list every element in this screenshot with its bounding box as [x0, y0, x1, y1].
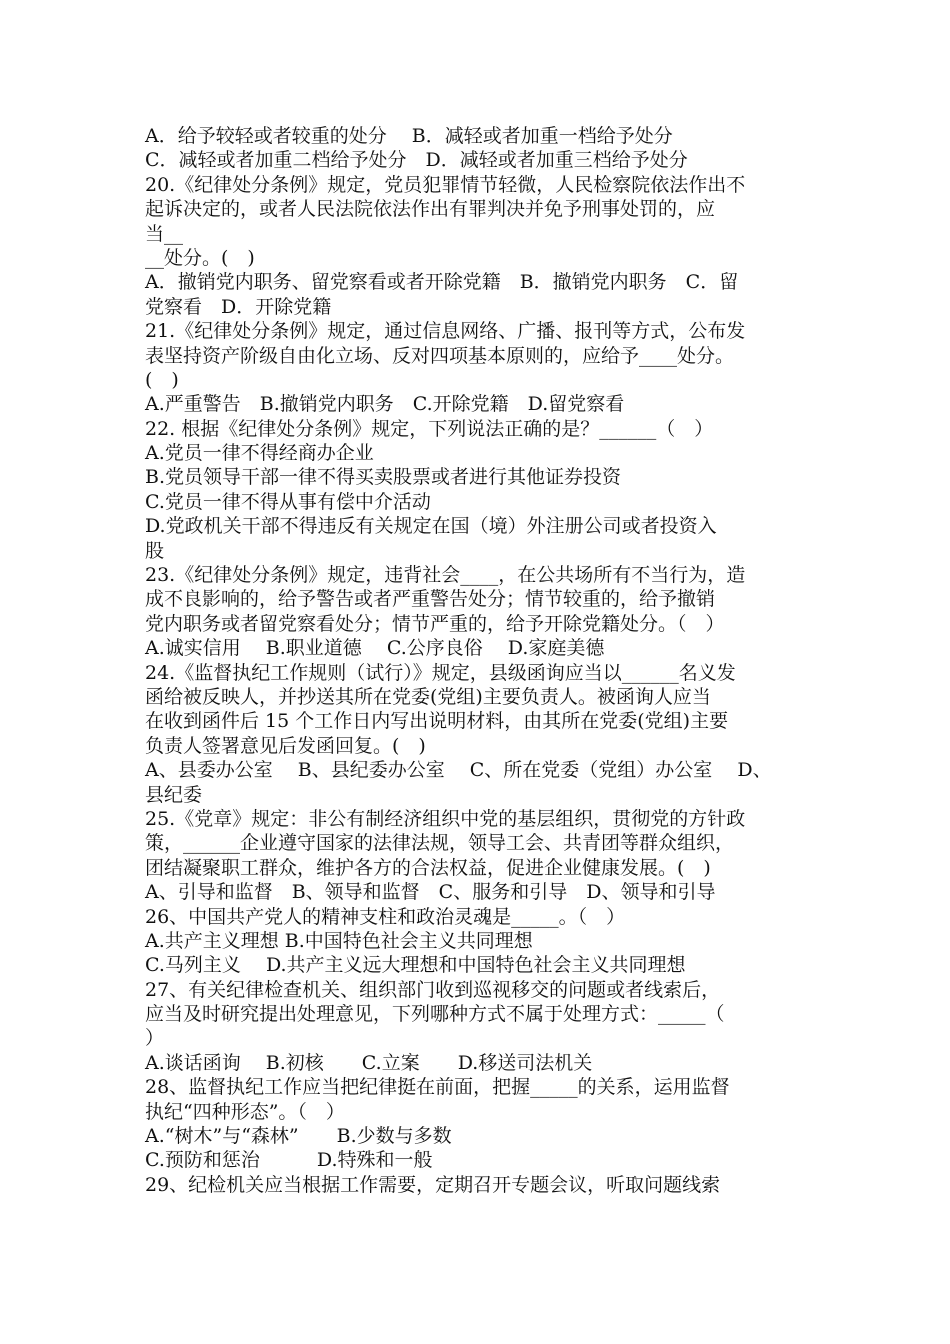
text-line: A、引导和监督 B、领导和监督 C、服务和引导 D、领导和引导	[145, 881, 716, 904]
text-line: __处分。( )	[145, 246, 255, 269]
text-line: 25.《党章》规定：非公有制经济组织中党的基层组织，贯彻党的方针政	[145, 807, 746, 830]
text-line: 表坚持资产阶级自由化立场、反对四项基本原则的，应给予____处分。	[145, 344, 735, 367]
text-line: A、县委办公室 B、县纪委办公室 C、所在党委（党组）办公室 D、	[145, 759, 772, 782]
text-line: C.党员一律不得从事有偿中介活动	[145, 490, 431, 513]
text-line: 起诉决定的，或者人民法院依法作出有罪判决并免予刑事处罚的，应	[145, 198, 716, 221]
text-line: 22. 根据《纪律处分条例》规定，下列说法正确的是？______（ ）	[145, 417, 714, 440]
document-page	[145, 124, 830, 1197]
text-line: 当__	[145, 222, 184, 245]
text-line: A.共产主义理想 B.中国特色社会主义共同理想	[145, 929, 533, 952]
text-line: A.“树木”与“森林” B.少数与多数	[145, 1125, 452, 1148]
text-line: 23.《纪律处分条例》规定，违背社会____，在公共场所有不当行为，造	[145, 564, 746, 587]
text-line: 24.《监督执纪工作规则（试行）》规定，县级函询应当以______名义发	[145, 661, 736, 684]
text-line: ）	[145, 1027, 165, 1050]
text-line: 县纪委	[145, 783, 203, 806]
text-line: C.马列主义 D.共产主义远大理想和中国特色社会主义共同理想	[145, 954, 686, 977]
text-line: 函给被反映人，并抄送其所在党委(党组)主要负责人。被函询人应当	[145, 685, 711, 708]
text-line: 股	[145, 539, 165, 562]
text-line: A.诚实信用 B.职业道德 C.公序良俗 D.家庭美德	[145, 637, 605, 660]
text-line: A.党员一律不得经商办企业	[145, 442, 374, 465]
text-line: C．减轻或者加重二档给予处分 D．减轻或者加重三档给予处分	[145, 149, 688, 172]
text-line: 28、监督执纪工作应当把纪律挺在前面，把握_____的关系，运用监督	[145, 1076, 730, 1099]
text-line: 党察看 D．开除党籍	[145, 295, 332, 318]
text-line: 策，______企业遵守国家的法律法规，领导工会、共青团等群众组织，	[145, 832, 735, 855]
text-line: 应当及时研究提出处理意见，下列哪种方式不属于处理方式：_____（	[145, 1003, 725, 1026]
text-line: A.严重警告 B.撤销党内职务 C.开除党籍 D.留党察看	[145, 393, 625, 416]
text-line: B.党员领导干部一律不得买卖股票或者进行其他证券投资	[145, 466, 622, 489]
text-line: A．撤销党内职务、留党察看或者开除党籍 B．撤销党内职务 C．留	[145, 271, 739, 294]
text-line: 20.《纪律处分条例》规定，党员犯罪情节轻微，人民检察院依法作出不	[145, 173, 746, 196]
text-line: A．给予较轻或者较重的处分 B．减轻或者加重一档给予处分	[145, 125, 673, 147]
text-line: 27、有关纪律检查机关、组织部门收到巡视移交的问题或者线索后，	[145, 978, 721, 1001]
text-line: 党内职务或者留党察看处分；情节严重的，给予开除党籍处分。（ ）	[145, 612, 725, 635]
text-line: 执纪“四种形态”。（ ）	[145, 1100, 345, 1123]
text-line: 成不良影响的，给予警告或者严重警告处分；情节较重的，给予撤销	[145, 588, 716, 611]
text-line: C.预防和惩治 D.特殊和一般	[145, 1149, 433, 1172]
text-line: A.谈话函询 B.初核 C.立案 D.移送司法机关	[145, 1051, 593, 1074]
text-line: 21.《纪律处分条例》规定，通过信息网络、广播、报刊等方式，公布发	[145, 320, 746, 343]
text-line: 负责人签署意见后发函回复。( )	[145, 734, 426, 757]
text-line: 29、纪检机关应当根据工作需要，定期召开专题会议，听取问题线索	[145, 1173, 721, 1196]
text-line: D.党政机关干部不得违反有关规定在国（境）外注册公司或者投资入	[145, 515, 717, 538]
text-line: 团结凝聚职工群众，维护各方的合法权益，促进企业健康发展。( )	[145, 856, 711, 879]
text-line: 在收到函件后 15 个工作日内写出说明材料，由其所在党委(党组)主要	[145, 710, 729, 733]
text-line: 26、中国共产党人的精神支柱和政治灵魂是_____。（ ）	[145, 905, 626, 928]
text-line: ( )	[145, 368, 179, 391]
